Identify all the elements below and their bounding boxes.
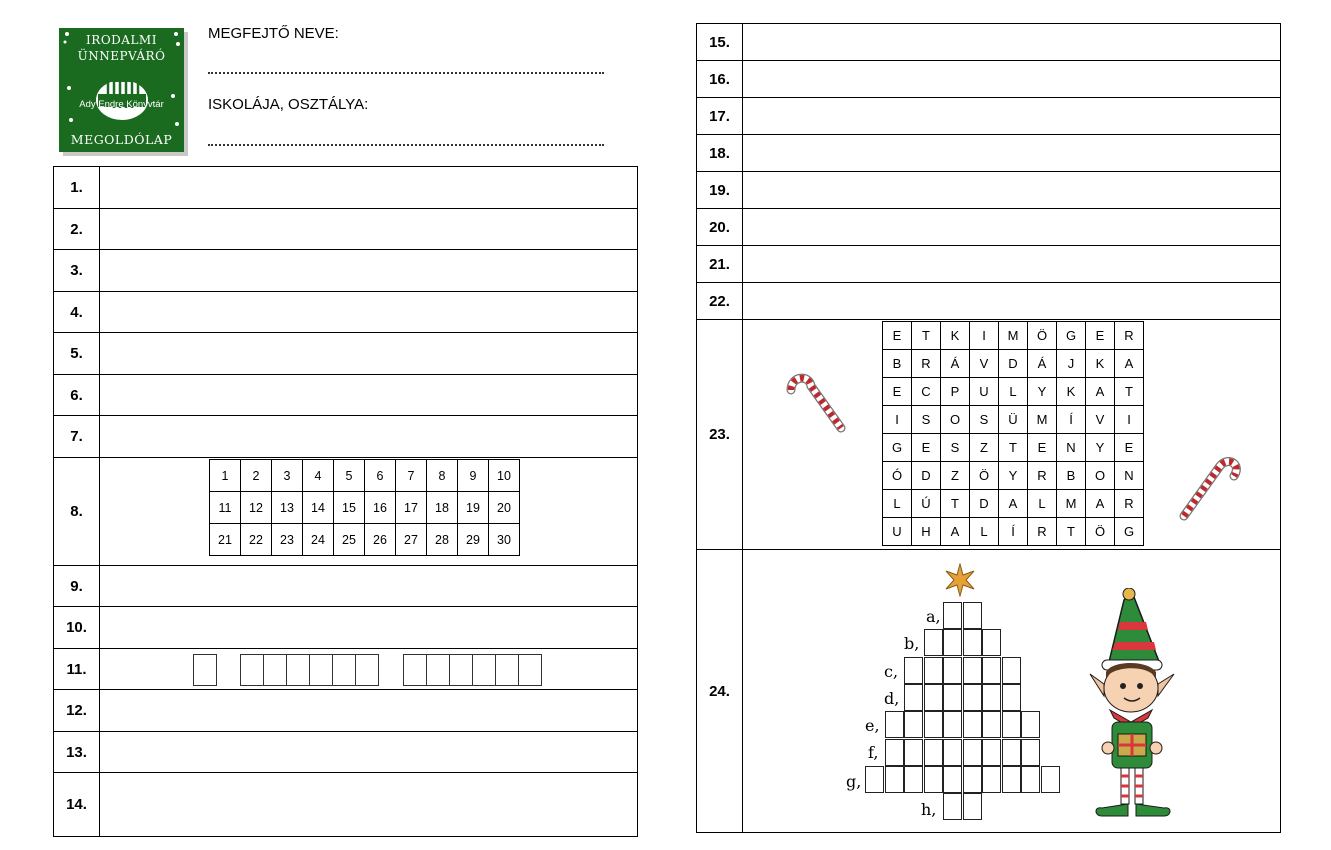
grid-number[interactable]: 22	[241, 524, 272, 556]
tree-letter-box[interactable]	[963, 766, 982, 793]
answer-cell-14[interactable]	[100, 773, 638, 837]
letter-box[interactable]	[495, 654, 519, 686]
grid-number[interactable]: 15	[334, 492, 365, 524]
logo-line2: ÜNNEPVÁRÓ	[77, 49, 166, 63]
ws-letter[interactable]: K	[941, 322, 970, 350]
tree-row-label-a: a,	[926, 607, 941, 626]
grid-number[interactable]: 26	[365, 524, 396, 556]
answer-cell-23	[743, 320, 1281, 550]
answer-cell-17[interactable]	[743, 98, 1281, 135]
answer-cell-15[interactable]	[743, 24, 1281, 61]
ws-letter[interactable]: N	[1115, 462, 1144, 490]
ws-letter[interactable]: A	[1086, 378, 1115, 406]
letter-box[interactable]	[332, 654, 356, 686]
row-number: 23.	[697, 320, 743, 550]
grid-number[interactable]: 29	[458, 524, 489, 556]
answer-table-left	[53, 166, 638, 837]
letter-box-group-3	[403, 654, 541, 685]
ws-letter[interactable]: I	[970, 322, 999, 350]
tree-row-label-d: d,	[884, 689, 900, 708]
tree-letter-box[interactable]	[963, 711, 982, 738]
grid-number[interactable]: 17	[396, 492, 427, 524]
tree-letter-box[interactable]	[943, 766, 962, 793]
tree-letter-box[interactable]	[943, 657, 962, 684]
grid-number[interactable]: 5	[334, 460, 365, 492]
row-number: 12.	[54, 690, 100, 732]
letter-box[interactable]	[193, 654, 217, 686]
tree-letter-box[interactable]	[963, 739, 982, 766]
tree-letter-box[interactable]	[982, 657, 1001, 684]
tree-letter-box[interactable]	[1002, 711, 1021, 738]
tree-letter-box[interactable]	[924, 684, 943, 711]
grid-number[interactable]: 12	[241, 492, 272, 524]
row-number: 19.	[697, 172, 743, 209]
tree-letter-box[interactable]	[924, 657, 943, 684]
ws-letter[interactable]: E	[883, 322, 912, 350]
grid-number[interactable]: 8	[427, 460, 458, 492]
grid-number[interactable]: 2	[241, 460, 272, 492]
row-number: 4.	[54, 292, 100, 333]
ws-letter[interactable]: G	[1057, 322, 1086, 350]
elf-icon	[1088, 588, 1183, 826]
answer-cell-9[interactable]	[100, 566, 638, 607]
ws-letter[interactable]: O	[941, 406, 970, 434]
grid-number[interactable]: 16	[365, 492, 396, 524]
grid-number[interactable]: 30	[489, 524, 520, 556]
tree-letter-box[interactable]	[943, 602, 962, 629]
tree-letter-box[interactable]	[963, 684, 982, 711]
ws-letter[interactable]: L	[999, 378, 1028, 406]
solver-name-line[interactable]	[208, 72, 604, 74]
tree-letter-box[interactable]	[1041, 766, 1060, 793]
tree-letter-box[interactable]	[924, 711, 943, 738]
logo-subtitle: MEGOLDÓLAP	[70, 132, 173, 147]
ws-letter[interactable]: Á	[941, 350, 970, 378]
tree-letter-box[interactable]	[1021, 711, 1040, 738]
ws-letter[interactable]: Ú	[912, 490, 941, 518]
word-search-grid	[882, 321, 1144, 546]
tree-letter-box[interactable]	[1021, 739, 1040, 766]
letter-box[interactable]	[286, 654, 310, 686]
ws-letter[interactable]: R	[1028, 518, 1057, 546]
answer-cell-4[interactable]	[100, 292, 638, 333]
answer-cell-13[interactable]	[100, 732, 638, 773]
ws-letter[interactable]: Á	[1028, 350, 1057, 378]
ws-letter[interactable]: Ó	[883, 462, 912, 490]
ws-letter[interactable]: E	[912, 434, 941, 462]
answer-cell-7[interactable]	[100, 416, 638, 458]
ws-letter[interactable]: L	[883, 490, 912, 518]
ws-letter[interactable]: A	[1115, 350, 1144, 378]
grid-number[interactable]: 14	[303, 492, 334, 524]
tree-letter-box[interactable]	[963, 629, 982, 656]
row-number: 10.	[54, 607, 100, 649]
ws-letter[interactable]: Í	[999, 518, 1028, 546]
tree-row-label-f: f,	[868, 743, 879, 762]
answer-cell-22[interactable]	[743, 283, 1281, 320]
ws-letter[interactable]: Y	[999, 462, 1028, 490]
tree-letter-box[interactable]	[982, 766, 1001, 793]
tree-letter-box[interactable]	[904, 684, 923, 711]
ws-letter[interactable]: L	[970, 518, 999, 546]
number-grid	[209, 459, 520, 556]
grid-number[interactable]: 9	[458, 460, 489, 492]
grid-number[interactable]: 19	[458, 492, 489, 524]
ws-letter[interactable]: K	[1057, 378, 1086, 406]
ws-letter[interactable]: M	[1057, 490, 1086, 518]
row-number: 8.	[54, 458, 100, 566]
answer-cell-12[interactable]	[100, 690, 638, 732]
christmas-tree-grid	[743, 550, 1281, 833]
candy-cane-icon	[1176, 452, 1242, 522]
ws-letter[interactable]: Y	[1086, 434, 1115, 462]
tree-letter-box[interactable]	[904, 657, 923, 684]
ws-letter[interactable]: G	[883, 434, 912, 462]
ws-letter[interactable]: A	[1086, 490, 1115, 518]
tree-letter-box[interactable]	[924, 766, 943, 793]
tree-letter-box[interactable]	[982, 629, 1001, 656]
ws-letter[interactable]: Ö	[970, 462, 999, 490]
tree-letter-box[interactable]	[982, 711, 1001, 738]
snow-dots-icon	[59, 28, 184, 152]
row-number: 15.	[697, 24, 743, 61]
ws-letter[interactable]: V	[970, 350, 999, 378]
grid-number[interactable]: 4	[303, 460, 334, 492]
tree-letter-box[interactable]	[943, 711, 962, 738]
row-number: 18.	[697, 135, 743, 172]
row-number: 14.	[54, 773, 100, 837]
answer-cell-24	[743, 550, 1281, 833]
grid-number[interactable]: 10	[489, 460, 520, 492]
logo	[59, 28, 184, 152]
tree-row-label-g: g,	[846, 772, 862, 791]
ws-letter[interactable]: U	[883, 518, 912, 546]
logo-library-name: Ady Endre Könyvtár	[79, 99, 164, 110]
ws-letter[interactable]: E	[1086, 322, 1115, 350]
tree-letter-box[interactable]	[1002, 739, 1021, 766]
row-number: 7.	[54, 416, 100, 458]
answer-cell-5[interactable]	[100, 333, 638, 375]
grid-number[interactable]: 27	[396, 524, 427, 556]
answer-cell-16[interactable]	[743, 61, 1281, 98]
ws-letter[interactable]: R	[1115, 322, 1144, 350]
letter-box[interactable]	[472, 654, 496, 686]
tree-row-label-e: e,	[865, 716, 880, 735]
answer-table-right	[696, 23, 1281, 833]
ws-letter[interactable]: G	[1115, 518, 1144, 546]
answer-cell-6[interactable]	[100, 375, 638, 416]
ws-letter[interactable]: Ö	[1086, 518, 1115, 546]
solver-name-label: MEGFEJTŐ NEVE:	[208, 25, 339, 42]
tree-letter-box[interactable]	[963, 657, 982, 684]
row-number: 11.	[54, 649, 100, 690]
ws-letter[interactable]: Ü	[999, 406, 1028, 434]
ws-letter[interactable]: V	[1086, 406, 1115, 434]
tree-row-label-h: h,	[921, 800, 937, 819]
grid-number[interactable]: 3	[272, 460, 303, 492]
ws-letter[interactable]: H	[912, 518, 941, 546]
tree-letter-box[interactable]	[904, 766, 923, 793]
ws-letter[interactable]: N	[1057, 434, 1086, 462]
answer-cell-11	[100, 649, 638, 690]
ws-letter[interactable]: Z	[941, 462, 970, 490]
answer-cell-1[interactable]	[100, 167, 638, 209]
tree-letter-box[interactable]	[943, 684, 962, 711]
letter-box[interactable]	[355, 654, 379, 686]
tree-letter-box[interactable]	[982, 739, 1001, 766]
star-icon	[943, 563, 977, 597]
grid-number[interactable]: 28	[427, 524, 458, 556]
ws-letter[interactable]: S	[912, 406, 941, 434]
ws-letter[interactable]: D	[912, 462, 941, 490]
tree-letter-box[interactable]	[904, 739, 923, 766]
row-number: 21.	[697, 246, 743, 283]
ws-letter[interactable]: I	[883, 406, 912, 434]
tree-row-label-c: c,	[884, 662, 899, 681]
tree-letter-box[interactable]	[1002, 766, 1021, 793]
letter-box[interactable]	[240, 654, 264, 686]
grid-number[interactable]: 24	[303, 524, 334, 556]
tree-letter-box[interactable]	[924, 629, 943, 656]
ws-letter[interactable]: L	[1028, 490, 1057, 518]
ws-letter[interactable]: Ö	[1028, 322, 1057, 350]
tree-letter-box[interactable]	[1002, 657, 1021, 684]
ws-letter[interactable]: U	[970, 378, 999, 406]
ws-letter[interactable]: Y	[1028, 378, 1057, 406]
ws-letter[interactable]: B	[883, 350, 912, 378]
ws-letter[interactable]: T	[941, 490, 970, 518]
letter-box[interactable]	[263, 654, 287, 686]
ws-letter[interactable]: I	[1115, 406, 1144, 434]
tree-letter-box[interactable]	[1021, 766, 1040, 793]
answer-cell-10[interactable]	[100, 607, 638, 649]
ws-letter[interactable]: B	[1057, 462, 1086, 490]
grid-number[interactable]: 13	[272, 492, 303, 524]
letter-box[interactable]	[518, 654, 542, 686]
ws-letter[interactable]: R	[912, 350, 941, 378]
ws-letter[interactable]: M	[999, 322, 1028, 350]
ws-letter[interactable]: K	[1086, 350, 1115, 378]
tree-letter-box[interactable]	[885, 739, 904, 766]
row-number: 9.	[54, 566, 100, 607]
ws-letter[interactable]: O	[1086, 462, 1115, 490]
letter-box[interactable]	[449, 654, 473, 686]
tree-letter-box[interactable]	[943, 629, 962, 656]
tree-letter-box[interactable]	[865, 766, 884, 793]
ws-letter[interactable]: D	[970, 490, 999, 518]
answer-cell-19[interactable]	[743, 172, 1281, 209]
school-label: ISKOLÁJA, OSZTÁLYA:	[208, 96, 369, 113]
tree-letter-box[interactable]	[885, 766, 904, 793]
tree-letter-box[interactable]	[943, 793, 962, 820]
grid-number[interactable]: 21	[210, 524, 241, 556]
ws-letter[interactable]: R	[1115, 490, 1144, 518]
row-number: 2.	[54, 209, 100, 250]
ws-letter[interactable]: S	[970, 406, 999, 434]
letter-box[interactable]	[309, 654, 333, 686]
letter-box-group-2	[240, 654, 378, 685]
tree-letter-box[interactable]	[904, 711, 923, 738]
tree-letter-box[interactable]	[943, 739, 962, 766]
tree-letter-box[interactable]	[924, 739, 943, 766]
grid-number[interactable]: 11	[210, 492, 241, 524]
row-number: 16.	[697, 61, 743, 98]
row-number: 20.	[697, 209, 743, 246]
ws-letter[interactable]: E	[883, 378, 912, 406]
answer-cell-20[interactable]	[743, 209, 1281, 246]
row-number: 22.	[697, 283, 743, 320]
answer-cell-3[interactable]	[100, 250, 638, 292]
ws-letter[interactable]: J	[1057, 350, 1086, 378]
grid-number[interactable]: 1	[210, 460, 241, 492]
ws-letter[interactable]: P	[941, 378, 970, 406]
row-number: 13.	[54, 732, 100, 773]
row-number: 6.	[54, 375, 100, 416]
ws-letter[interactable]: Z	[970, 434, 999, 462]
grid-number[interactable]: 20	[489, 492, 520, 524]
letter-box[interactable]	[403, 654, 427, 686]
answer-cell-2[interactable]	[100, 209, 638, 250]
logo-line1: IRODALMI	[86, 33, 157, 47]
tree-letter-box[interactable]	[885, 711, 904, 738]
ws-letter[interactable]: Í	[1057, 406, 1086, 434]
tree-letter-box[interactable]	[963, 793, 982, 820]
ws-letter[interactable]: S	[941, 434, 970, 462]
ws-letter[interactable]: E	[1115, 434, 1144, 462]
answer-cell-21[interactable]	[743, 246, 1281, 283]
row-number: 5.	[54, 333, 100, 375]
ws-letter[interactable]: A	[999, 490, 1028, 518]
ws-letter[interactable]: T	[999, 434, 1028, 462]
grid-number[interactable]: 23	[272, 524, 303, 556]
row-number: 3.	[54, 250, 100, 292]
grid-number[interactable]: 7	[396, 460, 427, 492]
ws-letter[interactable]: M	[1028, 406, 1057, 434]
ws-letter[interactable]: T	[1057, 518, 1086, 546]
ws-letter[interactable]: D	[999, 350, 1028, 378]
tree-row-label-b: b,	[904, 634, 920, 653]
row-number: 24.	[697, 550, 743, 833]
ws-letter[interactable]: T	[912, 322, 941, 350]
answer-cell-18[interactable]	[743, 135, 1281, 172]
grid-number[interactable]: 18	[427, 492, 458, 524]
ws-letter[interactable]: T	[1115, 378, 1144, 406]
ws-letter[interactable]: A	[941, 518, 970, 546]
grid-number[interactable]: 25	[334, 524, 365, 556]
tree-letter-box[interactable]	[1002, 684, 1021, 711]
tree-letter-box[interactable]	[982, 684, 1001, 711]
school-line[interactable]	[208, 144, 604, 146]
letter-box[interactable]	[426, 654, 450, 686]
row-number: 1.	[54, 167, 100, 209]
tree-letter-box[interactable]	[963, 602, 982, 629]
ws-letter[interactable]: R	[1028, 462, 1057, 490]
row-number: 17.	[697, 98, 743, 135]
ws-letter[interactable]: E	[1028, 434, 1057, 462]
letter-box-group-1	[193, 654, 216, 685]
grid-number[interactable]: 6	[365, 460, 396, 492]
ws-letter[interactable]: C	[912, 378, 941, 406]
answer-cell-8	[100, 458, 638, 566]
candy-cane-icon	[783, 372, 853, 436]
